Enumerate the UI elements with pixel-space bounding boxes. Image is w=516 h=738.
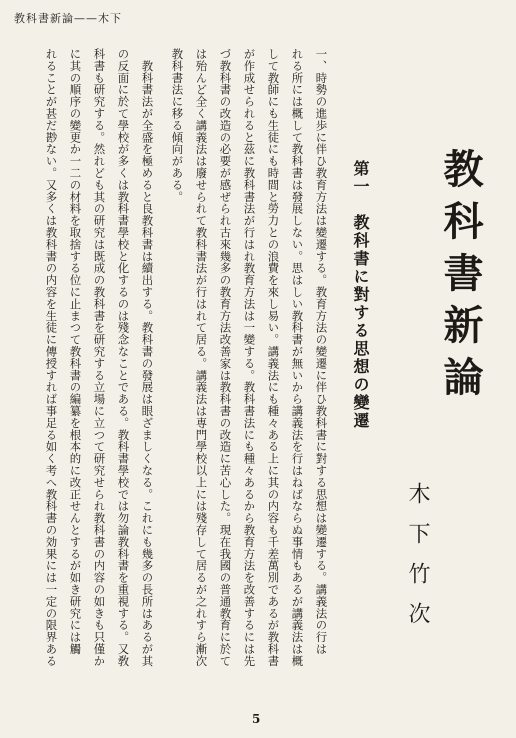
body-line: して教師にも生徒にも時間と勞力との浪費を來し易い。講義法にも種々ある上に其の内容も千差萬別であるが教科書 — [266, 48, 281, 667]
running-head: 教科書新論——木下 — [14, 12, 122, 25]
body-line: は殆んど全く講義法は廢せられて教科書法が行はれて居る。講義法は専門學校以上には殘存して居るが之れすら漸次 — [194, 48, 209, 667]
body-line: づ教科書の改造の必要が感ぜられ古來幾多の教育方法改善家は教科書の改造に苦心した。現在我國の普通教育に於て — [218, 48, 233, 667]
page-title: 教科書新論 — [437, 148, 484, 408]
page-number: 5 — [252, 712, 261, 726]
body-line: 教科書法に移る傾向がある。 — [170, 48, 185, 203]
section-heading: 第一 教科書に對する思想の變遷 — [351, 160, 370, 430]
body-line: に其の順序の變更か一二の材料を取捨する位に止まつて教科書の編纂を根本的に改正せんとするが如き研究には觸 — [68, 48, 83, 655]
body-line: の反面に於て學校が多くは教科書學校と化するのは殘念なことである。教科書學校では勿論教科書を重視する。又敎 — [116, 48, 131, 667]
body-line: 科書も研究する。然れども其の研究は既成の教科書を研究する立場に立つて研究せられ教科書の内容の如きも只僅か — [92, 48, 107, 667]
body-line: れる所には概して教科書は發展しない。思はしい教科書が無いから講義法を行はねばならぬ事情もあるが講義法は概 — [290, 48, 305, 667]
body-line: 一、時勢の進歩に伴ひ教育方法は變遷する。教育方法の變遷に伴ひ教科書に對する思想は變遷する。講義法の行は — [314, 48, 329, 655]
body-line: が作成せられると茲に教科書法が行はれ教育方法は一變する。教科書法にも種々あるから教育方法を改善するには先 — [242, 48, 257, 667]
body-line: れることが甚だ尠ない。又多くは教科書の内容を生徒に傳授すれば事足る如く考へ教科書の効果には一定の限界ある — [44, 48, 59, 667]
author-name: 木下竹次 — [405, 482, 430, 642]
body-line: 教科書法が全盛を極めると良教科書は續出する。教科書の發展は眼ざましくなる。これにも幾多の長所はあるが其 — [140, 48, 155, 667]
